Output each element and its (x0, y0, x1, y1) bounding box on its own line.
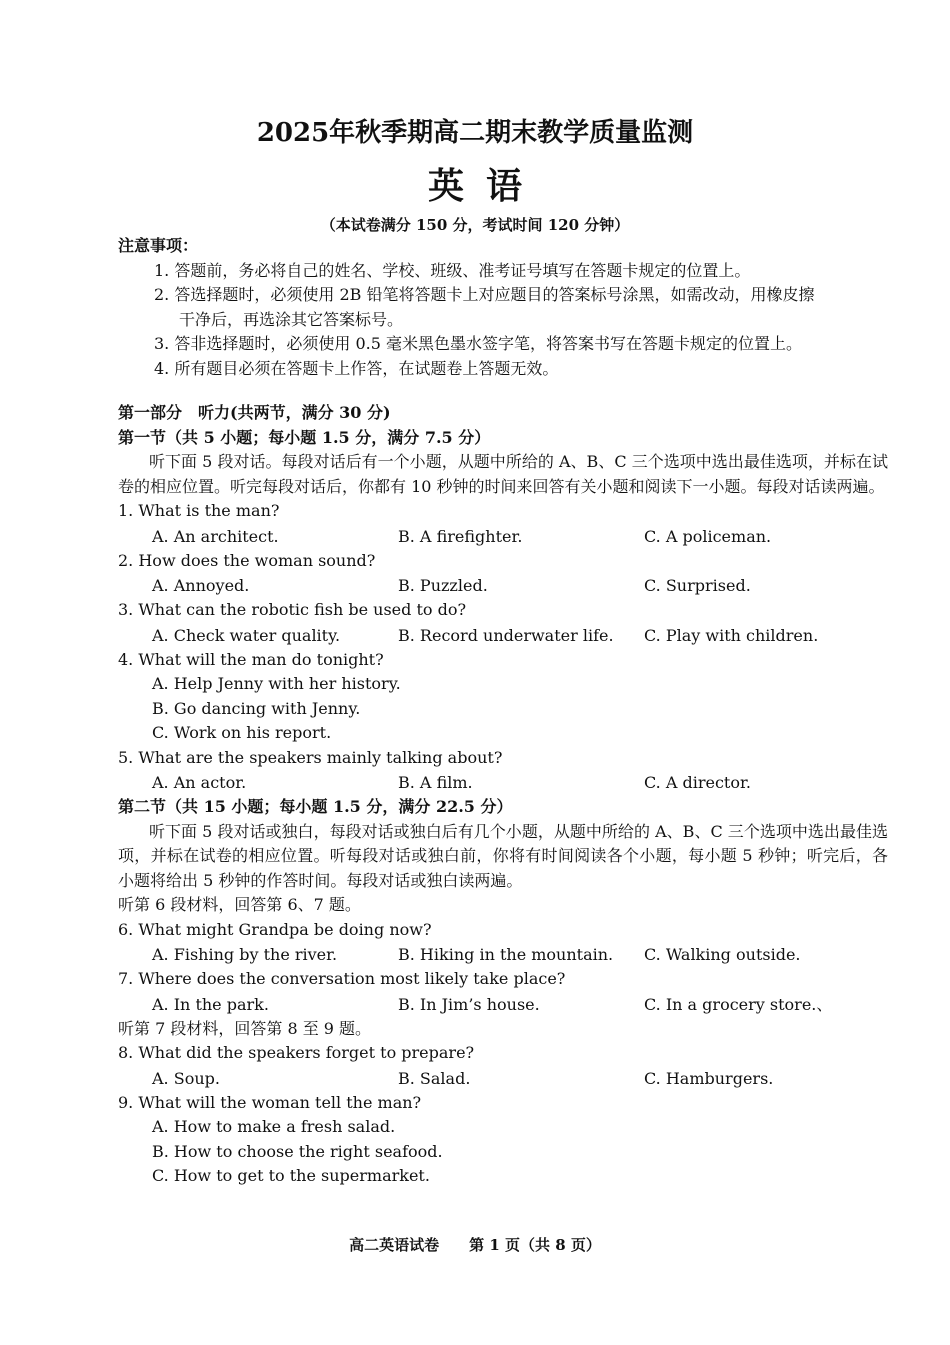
question-9-stem: 9. What will the woman tell the man? (118, 1092, 422, 1112)
question-1-options (118, 524, 888, 549)
exam-content (118, 234, 888, 1189)
exam-meta: （本试卷满分 150 分，考试时间 120 分钟） (320, 216, 630, 234)
question-6-stem: 6. What might Grandpa be doing now? (118, 919, 432, 939)
option-a: A. Check water quality. (152, 625, 341, 645)
notice-heading: 注意事项： (118, 236, 199, 255)
option-a: A. How to make a fresh salad. (152, 1117, 396, 1136)
option-c: C. Play with children. (644, 625, 819, 645)
option-c: C. Work on his report. (152, 723, 332, 742)
option-a: A. In the park. (152, 994, 269, 1014)
page-footer: 高二英语试卷 第 1 页（共 8 页） (349, 1236, 601, 1254)
option-b: B. In Jim’s house. (398, 994, 540, 1014)
option-c: C. Surprised. (644, 576, 751, 595)
notice-item-2-cont: 干净后，再选涂其它答案标号。 (179, 309, 404, 329)
question-5-stem: 5. What are the speakers mainly talking about? (118, 747, 503, 767)
option-a: A. Annoyed. (152, 576, 250, 595)
option-a: A. Fishing by the river. (152, 945, 338, 964)
option-c: C. Hamburgers. (644, 1068, 774, 1088)
notice-item-2: 2. 答选择题时，必须使用 2B 铅笔将答题卡上对应题目的答案标号涂黑，如需改动，用橡皮擦 (154, 285, 815, 304)
question-5-options (118, 770, 888, 795)
exam-title: 2025年秋季期高二期末教学质量监测 (256, 118, 694, 148)
section2-heading: 第二节（共 15 小题；每小题 1.5 分，满分 22.5 分） (118, 797, 513, 816)
option-b: B. Salad. (398, 1068, 471, 1088)
option-c: C. A policeman. (644, 526, 772, 546)
part1-heading: 第一部分 听力(共两节，满分 30 分) (118, 403, 391, 422)
notice-item-4: 4. 所有题目必须在答题卡上作答，在试题卷上答题无效。 (154, 358, 559, 378)
option-c: C. How to get to the supermarket. (152, 1166, 430, 1185)
question-7-stem: 7. Where does the conversation most likely take place? (118, 969, 566, 988)
question-2-stem: 2. How does the woman sound? (118, 550, 376, 570)
option-b: B. Record underwater life. (398, 625, 614, 645)
material-7-note: 听第 7 段材料，回答第 8 至 9 题。 (118, 1018, 372, 1038)
question-7-options (118, 992, 888, 1017)
option-a: A. Help Jenny with her history. (152, 674, 401, 693)
option-a: A. An architect. (152, 526, 279, 546)
option-a: A. An actor. (152, 773, 247, 792)
option-b: B. A firefighter. (398, 526, 523, 546)
option-b: B. How to choose the right seafood. (152, 1141, 443, 1161)
question-6-options (118, 942, 888, 967)
question-8-stem: 8. What did the speakers forget to prepare? (118, 1043, 475, 1062)
option-c: C. Walking outside. (644, 945, 801, 964)
notice-item-1: 1. 答题前，务必将自己的姓名、学校、班级、准考证号填写在答题卡规定的位置上。 (154, 260, 751, 280)
option-a: A. Soup. (152, 1068, 220, 1088)
section2-instruction: 听下面 5 段对话或独白，每段对话或独白后有几个小题，从题中所给的 A、B、C 三个选项中选出最佳选项，并标在试卷的相应位置。听每段对话或独白前，你将有时间阅读各个小题，每小题 5 秒钟；听完后，各小题将给出 5 秒钟的作答时间。每段对话或独白读两遍。 (118, 821, 888, 890)
section1-heading: 第一节（共 5 小题；每小题 1.5 分，满分 7.5 分） (118, 427, 491, 447)
question-8-options (118, 1066, 888, 1091)
option-c: C. A director. (644, 773, 751, 792)
option-b: B. Hiking in the mountain. (398, 945, 614, 964)
option-b: B. Go dancing with Jenny. (152, 698, 361, 718)
option-b: B. A film. (398, 773, 473, 792)
option-b: B. Puzzled. (398, 576, 488, 595)
question-2-options (118, 573, 888, 598)
question-3-options (118, 623, 888, 648)
subject-title: 英语 (427, 165, 544, 207)
material-6-note: 听第 6 段材料，回答第 6、7 题。 (118, 895, 361, 914)
question-1-stem: 1. What is the man? (118, 501, 280, 520)
option-c: C. In a grocery store.、 (644, 994, 833, 1014)
question-3-stem: 3. What can the robotic fish be used to do? (118, 600, 467, 619)
question-4-stem: 4. What will the man do tonight? (118, 649, 384, 669)
section1-instruction: 听下面 5 段对话。每段对话后有一个小题，从题中所给的 A、B、C 三个选项中选出最佳选项，并标在试卷的相应位置。听完每段对话后，你都有 10 秒钟的时间来回答有关小题和阅读下一小题。每段对话读两遍。 (118, 452, 888, 496)
notice-item-3: 3. 答非选择题时，必须使用 0.5 毫米黑色墨水签字笔，将答案书写在答题卡规定的位置上。 (154, 334, 802, 353)
